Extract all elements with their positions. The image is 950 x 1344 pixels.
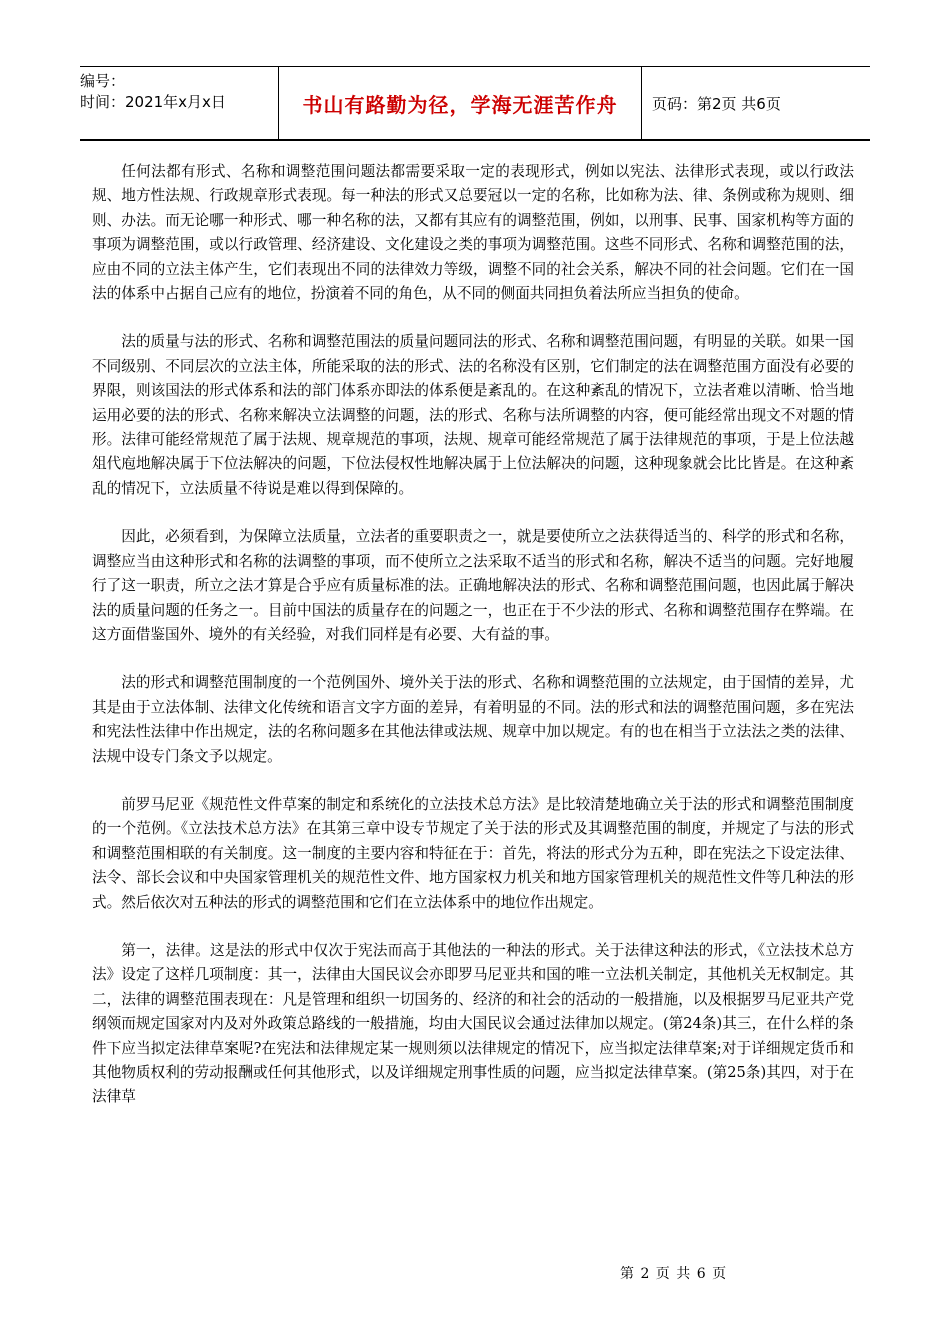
page-header <box>80 66 870 141</box>
document-number-label: 编号： <box>80 72 126 90</box>
page-footer: 第 2 页 共 6 页 <box>620 1266 728 1282</box>
body-paragraph-6: 第一，法律。这是法的形式中仅次于宪法而高于其他法的一种法的形式。关于法律这种法的形式，《立法技术总方法》设定了这样几项制度：其一，法律由大国民议会亦即罗马尼亚共和国的唯一立法机关制定，其他机关无权制定。其二，法律的调整范围表现在：凡是管理和组织一切国务的、经济的和社会的活动的一般措施，以及根据罗马尼亚共产党纲领而规定国家对内及对外政策总路线的一般措施，均由大国民议会通过法律加以规定。(第24条)其三，在什么样的条件下应当拟定法律草案呢?在宪法和法律规定某一规则须以法律规定的情况下，应当拟定法律草案;对于详细规定货币和其他物质权利的劳动报酬或任何其他形式，以及详细规定刑事性质的问题，应当拟定法律草案。(第25条)其四，对于在法律草 <box>92 941 854 1106</box>
document-time-label: 时间：2021年x月x日 <box>80 93 226 111</box>
header-motto: 书山有路勤为径，学海无涯苦作舟 <box>278 67 642 139</box>
header-meta <box>80 67 278 139</box>
body-paragraph-4: 法的形式和调整范围制度的一个范例国外、境外关于法的形式、名称和调整范围的立法规定，由于国情的差异，尤其是由于立法体制、法律文化传统和语言文字方面的差异，有着明显的不同。法的形式和法的调整范围问题，多在宪法和宪法性法律中作出规定，法的名称问题多在其他法律或法规、规章中加以规定。有的也在相当于立法法之类的法律、法规中设专门条文予以规定。 <box>92 674 854 765</box>
body-paragraph-5: 前罗马尼亚《规范性文件草案的制定和系统化的立法技术总方法》是比较清楚地确立关于法的形式和调整范围制度的一个范例。《立法技术总方法》在其第三章中设专节规定了关于法的形式及其调整范围的制度，并规定了与法的形式和调整范围相联的有关制度。这一制度的主要内容和特征在于：首先，将法的形式分为五种，即在宪法之下设定法律、法令、部长会议和中央国家管理机关的规范性文件、地方国家权力机关和地方国家管理机关的规范性文件等几种法的形式。然后依次对五种法的形式的调整范围和它们在立法体系中的地位作出规定。 <box>92 795 854 911</box>
body-paragraph-1: 任何法都有形式、名称和调整范围问题法都需要采取一定的表现形式，例如以宪法、法律形式表现，或以行政法规、地方性法规、行政规章形式表现。每一种法的形式又总要冠以一定的名称，比如称为法、律、条例或称为规则、细则、办法。而无论哪一种形式、哪一种名称的法，又都有其应有的调整范围，例如，以刑事、民事、国家机构等方面的事项为调整范围，或以行政管理、经济建设、文化建设之类的事项为调整范围。这些不同形式、名称和调整范围的法，应由不同的立法主体产生，它们表现出不同的法律效力等级，调整不同的社会关系，解决不同的社会问题。它们在一国法的体系中占据自己应有的地位，扮演着不同的角色，从不同的侧面共同担负着法所应当担负的使命。 <box>92 163 854 303</box>
header-page-label: 页码：第2页 共6页 <box>652 94 781 113</box>
body-paragraph-2: 法的质量与法的形式、名称和调整范围法的质量问题同法的形式、名称和调整范围问题，有明显的关联。如果一国不同级别、不同层次的立法主体，所能采取的法的形式、法的名称没有区别，它们制定的法在调整范围方面没有必要的界限，则该国法的形式体系和法的部门体系亦即法的体系便是紊乱的。在这种紊乱的情况下，立法者难以清晰、恰当地运用必要的法的形式、名称来解决立法调整的问题，法的形式、名称与法所调整的内容，便可能经常出现文不对题的情形。法律可能经常规范了属于法规、规章规范的事项，法规、规章可能经常规范了属于法律规范的事项，于是上位法越俎代庖地解决属于下位法解决的问题，下位法侵权性地解决属于上位法解决的问题，这种现象就会比比皆是。在这种紊乱的情况下，立法质量不待说是难以得到保障的。 <box>92 333 854 497</box>
body-paragraph-3: 因此，必须看到，为保障立法质量，立法者的重要职责之一，就是要使所立之法获得适当的、科学的形式和名称，调整应当由这种形式和名称的法调整的事项，而不使所立之法采取不适当的形式和名称，解决不适当的问题。完好地履行了这一职责，所立之法才算是合乎应有质量标准的法。正确地解决法的形式、名称和调整范围问题，也因此属于解决法的质量问题的任务之一。目前中国法的质量存在的问题之一，也正在于不少法的形式、名称和调整范围存在弊端。在这方面借鉴国外、境外的有关经验，对我们同样是有必要、大有益的事。 <box>92 528 854 643</box>
document-body <box>92 160 854 1134</box>
